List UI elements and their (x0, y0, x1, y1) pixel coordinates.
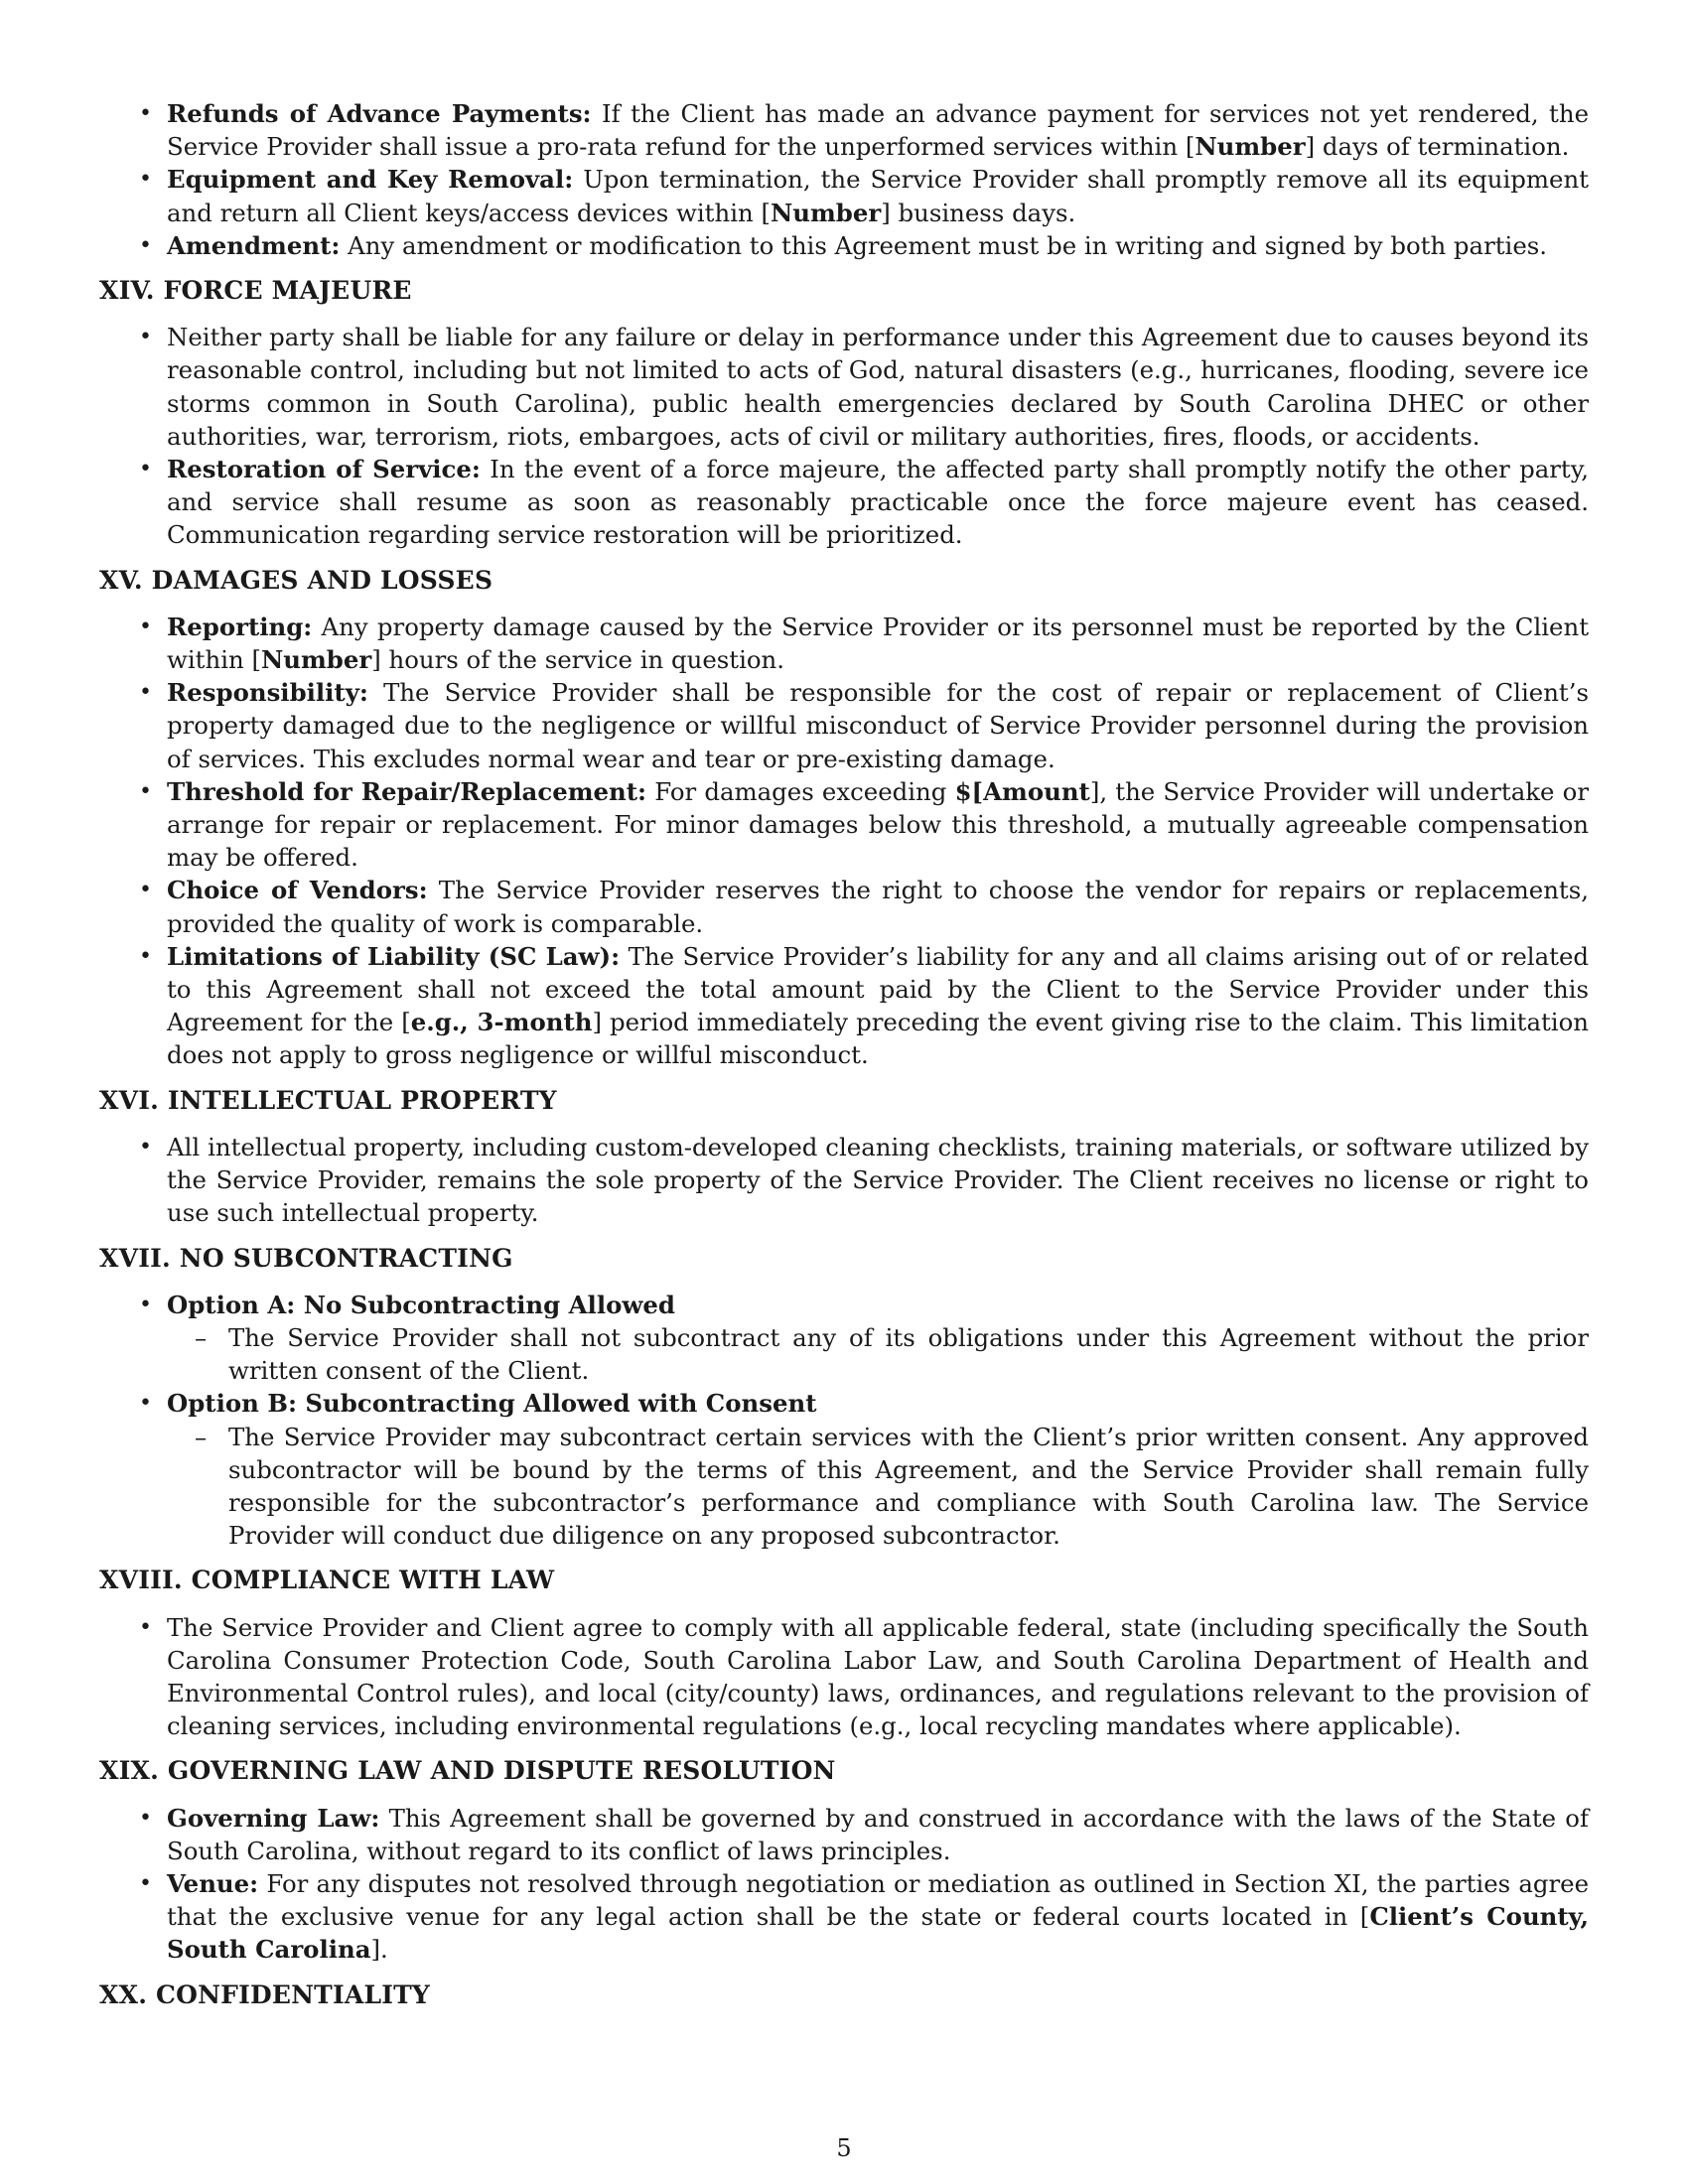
list-item (99, 163, 1589, 228)
item-text: In the event of a force majeure, the affected party shall promptly notify the other party, and service shall resume as soon as reasonably practicable once the force majeure event has ceased. Communication regarding service restoration will be prioritized. (167, 455, 1589, 550)
placeholder: Number (1195, 132, 1306, 162)
sub-list-item: – The Service Provider may subcontract certain services with the Client’s prior written consent. Any approved subcontractor will be bound by the terms of this Agreement, and the Service Provider shall remain fully responsible for the subcontractor’s performance and compliance with South Carolina law. The Service Provider will conduct due diligence on any proposed subcontractor. (167, 1421, 1589, 1553)
section-heading: XV. DAMAGES AND LOSSES (99, 565, 493, 595)
section-heading: XX. CONFIDENTIALITY (99, 1979, 430, 2009)
placeholder: Number (770, 198, 882, 227)
item-lead: Refunds of Advance Payments: (167, 99, 592, 128)
damages-list (99, 611, 1589, 1072)
section-heading: XVIII. COMPLIANCE WITH LAW (99, 1566, 555, 1595)
list-item (99, 676, 1589, 775)
termination-list (99, 97, 1589, 262)
item-lead: Venue: (167, 1868, 259, 1898)
ip-list (99, 1131, 1589, 1230)
item-text: ], the Service Provider will undertake or arrange for repair or replacement. For minor damages below this threshold, a mutually agreeable compensation may be offered. (167, 776, 1589, 873)
item-lead: Responsibility: (167, 678, 368, 708)
item-text: The Service Provider’s liability for any and all claims arising out of or related to this Agreement shall not exceed the total amount paid by the Client to the Service Provider under this Agreement for the [ (167, 941, 1589, 1037)
item-text: Any amendment or modification to this Agreement must be in writing and signed by both parties. (340, 230, 1548, 260)
section-heading: XVII. NO SUBCONTRACTING (99, 1243, 513, 1273)
list-item (99, 1867, 1589, 1967)
item-text: ] hours of the service in question. (371, 645, 785, 675)
item-text: This Agreement shall be governed by and construed in accordance with the laws of the State of South Carolina, without regard to its conflict of laws principles. (167, 1803, 1589, 1865)
item-lead: Reporting: (167, 612, 313, 641)
list-item (99, 1387, 1589, 1552)
list-item (99, 1289, 1589, 1388)
item-text: ] days of termination. (1305, 132, 1570, 162)
option-label: Option B: Subcontracting Allowed with Consent (167, 1389, 817, 1419)
list-item (99, 1802, 1589, 1867)
placeholder: Number (260, 645, 372, 675)
list-item (99, 611, 1589, 676)
list-item (99, 940, 1589, 1072)
sub-list (167, 1321, 1589, 1387)
placeholder: $[Amount (954, 776, 1090, 806)
document-page (99, 97, 1589, 2025)
section-heading: XIX. GOVERNING LAW AND DISPUTE RESOLUTION (99, 1756, 836, 1786)
list-item (99, 453, 1589, 552)
item-text: ]. (370, 1935, 388, 1965)
sub-list (167, 1421, 1589, 1553)
item-text: For damages exceeding (646, 776, 955, 806)
sub-list-item: – The Service Provider shall not subcontract any of its obligations under this Agreement without the prior written consent of the Client. (167, 1321, 1589, 1387)
section-heading: XVI. INTELLECTUAL PROPERTY (99, 1085, 557, 1115)
page-number: 5 (836, 2134, 852, 2162)
item-lead: Restoration of Service: (167, 455, 481, 484)
list-item: • The Service Provider and Client agree to comply with all applicable federal, state (including specifically the South Carolina Consumer Protection Code, South Carolina Labor Law, and South Carolina Department of Health and Environmental Control rules), and local (city/county) laws, ordinances, and regulations relevant to the provision of cleaning services, including environmental regulations (e.g., local recycling mandates where applicable). (99, 1611, 1589, 1743)
list-item (99, 775, 1589, 875)
list-item (99, 97, 1589, 163)
item-text: ] business days. (881, 198, 1076, 227)
item-text: If the Client has made an advance payment for services not yet rendered, the Service Provider shall issue a pro-rata refund for the unperformed services within [ (167, 99, 1589, 162)
item-lead: Amendment: (167, 230, 341, 260)
item-text: For any disputes not resolved through negotiation or mediation as outlined in Section XI, the parties agree that the exclusive venue for any legal action shall be the state or federal courts located in [ (167, 1868, 1589, 1932)
force-majeure-list (99, 321, 1589, 551)
placeholder: Client’s County, South Carolina (167, 1902, 1589, 1965)
item-lead: Threshold for Repair/Replacement: (167, 776, 647, 806)
item-text: Any property damage caused by the Service Provider or its personnel must be reported by the Client within [ (167, 612, 1589, 675)
option-label: Option A: No Subcontracting Allowed (167, 1290, 675, 1319)
compliance-list (99, 1611, 1589, 1743)
governing-law-list (99, 1802, 1589, 1967)
list-item: • Neither party shall be liable for any failure or delay in performance under this Agreement due to causes beyond its reasonable control, including but not limited to acts of God, natural disasters (e.g., hurricanes, flooding, severe ice storms common in South Carolina), public health emergencies declared by South Carolina DHEC or other authorities, war, terrorism, riots, embargoes, acts of civil or military authorities, fires, floods, or accidents. (99, 321, 1589, 453)
subcontracting-list (99, 1289, 1589, 1553)
section-heading: XIV. FORCE MAJEURE (99, 276, 412, 306)
item-text: The Service Provider shall be responsible for the cost of repair or replacement of Client’s property damaged due to the negligence or willful misconduct of Service Provider personnel during the provision of services. This excludes normal wear and tear or pre-existing damage. (167, 678, 1589, 773)
item-text: ] period immediately preceding the event giving rise to the claim. This limitation does not apply to gross negligence or willful misconduct. (167, 1008, 1589, 1070)
item-text: Upon termination, the Service Provider shall promptly remove all its equipment and return all Client keys/access devices within [ (167, 165, 1589, 227)
item-lead: Equipment and Key Removal: (167, 165, 574, 195)
item-lead: Limitations of Liability (SC Law): (167, 941, 621, 971)
list-item: • All intellectual property, including custom-developed cleaning checklists, training materials, or software utilized by the Service Provider, remains the sole property of the Service Provider. The Client receives no license or right to use such intellectual property. (99, 1131, 1589, 1230)
item-text: The Service Provider reserves the right to choose the vendor for repairs or replacements, provided the quality of work is comparable. (167, 876, 1589, 938)
list-item (99, 874, 1589, 939)
item-lead: Governing Law: (167, 1803, 380, 1833)
item-lead: Choice of Vendors: (167, 876, 428, 905)
list-item (99, 229, 1589, 262)
placeholder: e.g., 3-month (410, 1008, 593, 1037)
